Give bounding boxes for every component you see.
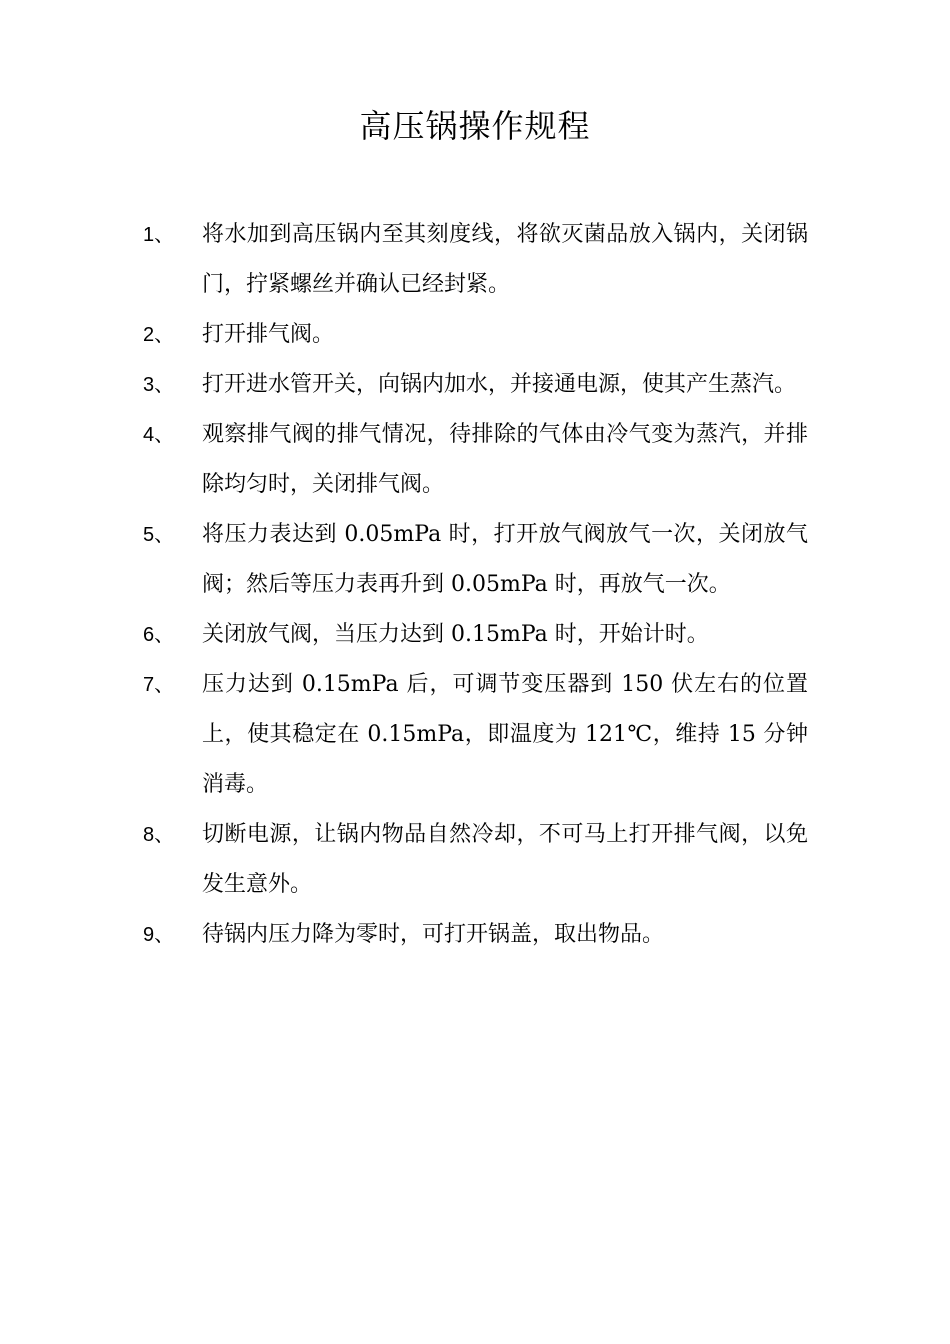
list-item — [0, 810, 950, 910]
step-text: 将水加到高压锅内至其刻度线，将欲灭菌品放入锅内，关闭锅门，拧紧螺丝并确认已经封紧。 — [202, 222, 808, 297]
step-text: 打开排气阀。 — [202, 322, 335, 347]
step-number: 1、 — [143, 224, 175, 246]
step-number: 7、 — [143, 674, 175, 696]
step-text: 压力达到 0.15mPa 后，可调节变压器到 150 伏左右的位置上，使其稳定在 0.15mPa，即温度为 121℃，维持 15 分钟消毒。 — [202, 672, 808, 797]
step-text: 待锅内压力降为零时，可打开锅盖，取出物品。 — [202, 922, 665, 947]
list-item — [0, 910, 950, 960]
step-number: 2、 — [143, 324, 175, 346]
step-number: 8、 — [143, 824, 175, 846]
step-number: 4、 — [143, 424, 175, 446]
document-title: 高压锅操作规程 — [359, 107, 591, 145]
list-item — [0, 510, 950, 610]
step-number: 5、 — [143, 524, 175, 546]
step-text: 将压力表达到 0.05mPa 时，打开放气阀放气一次，关闭放气阀；然后等压力表再升到 0.05mPa 时，再放气一次。 — [202, 522, 808, 597]
step-number: 3、 — [143, 374, 175, 396]
step-text: 打开进水管开关，向锅内加水，并接通电源，使其产生蒸汽。 — [202, 372, 797, 397]
list-item — [0, 360, 950, 410]
list-item — [0, 410, 950, 510]
list-item — [0, 610, 950, 660]
step-text: 切断电源，让锅内物品自然冷却，不可马上打开排气阀，以免发生意外。 — [202, 822, 808, 897]
list-item — [0, 310, 950, 360]
step-text: 观察排气阀的排气情况，待排除的气体由冷气变为蒸汽，并排除均匀时，关闭排气阀。 — [202, 422, 808, 497]
list-item — [0, 660, 950, 810]
procedure-steps-list — [0, 210, 950, 960]
step-number: 6、 — [143, 624, 175, 646]
step-number: 9、 — [143, 924, 175, 946]
list-item — [0, 210, 950, 310]
step-text: 关闭放气阀，当压力达到 0.15mPa 时，开始计时。 — [202, 622, 709, 647]
